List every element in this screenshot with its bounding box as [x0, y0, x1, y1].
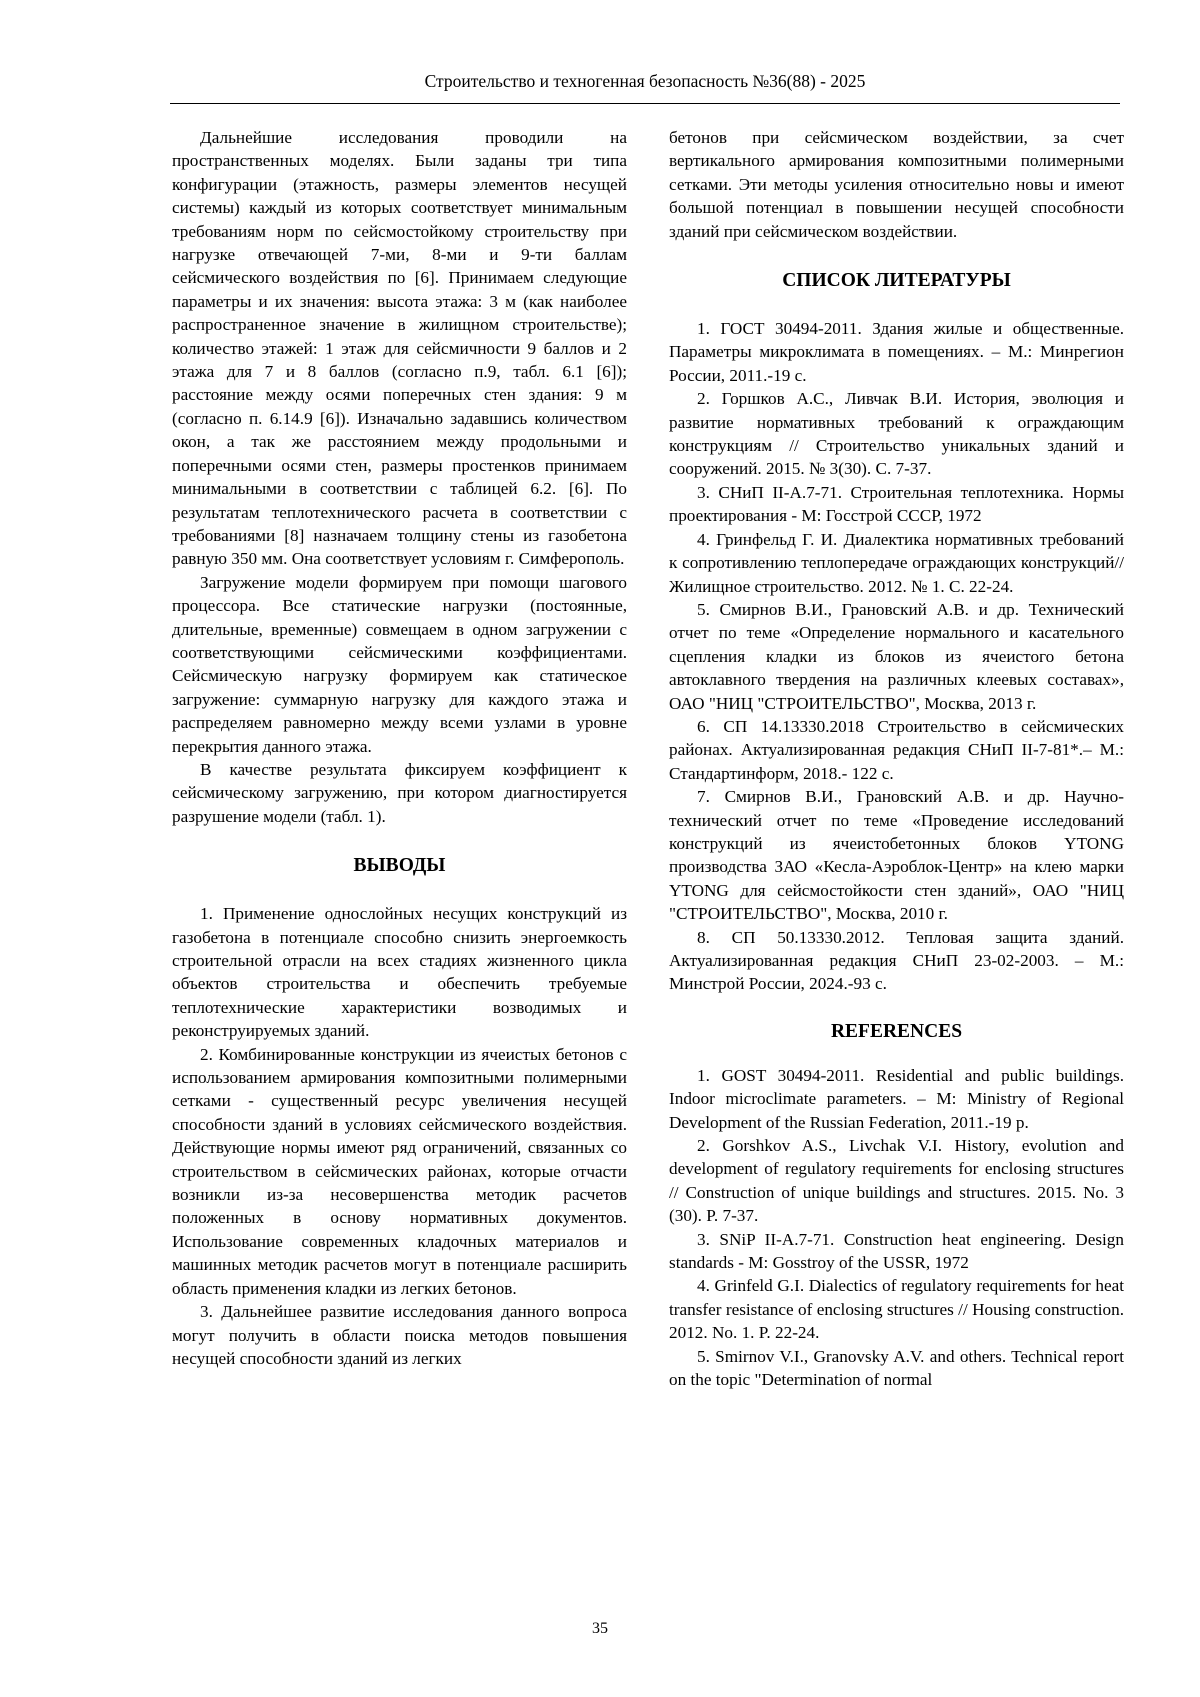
left-column: [172, 126, 627, 1370]
conclusion-item: 1. Применение однослойных несущих конструкций из газобетона в потенциале способно снизить энергоемкость строительной отрасли на всех стадиях жизненного цикла объектов строительства и обеспечить требуемые теплотехнические характеристики возводимых и реконструируемых зданий.: [172, 904, 627, 1041]
reference-item: 1. GOST 30494-2011. Residential and public buildings. Indoor microclimate parameters. – M: Ministry of Regional Development of the Russian Federation, 2011.-19 p.: [669, 1065, 1124, 1132]
bibliography-item: 5. Смирнов В.И., Грановский А.В. и др. Технический отчет по теме «Определение нормального и касательного сцепления кладки из блоков из ячеистого бетона автоклавного твердения на различных клеевых составах», ОАО "НИЦ "СТРОИТЕЛЬСТВО", Москва, 2013 г.: [669, 599, 1124, 713]
references-heading: REFERENCES: [830, 1020, 963, 1042]
bibliography-item: 2. Горшков А.С., Ливчак В.И. История, эволюция и развитие нормативных требований к ограждающим конструкциям // Строительство уникальных зданий и сооружений. 2015. № 3(30). С. 7-37.: [669, 389, 1124, 479]
right-column: [669, 126, 1124, 1392]
page-number: 35: [592, 1620, 608, 1637]
bibliography-item: 4. Гринфельд Г. И. Диалектика нормативных требований к сопротивлению теплопередаче ограждающих конструкций// Жилищное строительство. 2012. № 1. С. 22-24.: [669, 529, 1124, 596]
running-header: Строительство и техногенная безопасность №36(88) - 2025: [424, 71, 866, 91]
conclusion-item: 3. Дальнейшее развитие исследования данного вопроса могут получить в области поиска методов повышения несущей способности зданий из легких: [172, 1302, 627, 1368]
reference-item: 4. Grinfeld G.I. Dialectics of regulatory requirements for heat transfer resistance of enclosing structures // Housing construction. 2012. No. 1. P. 22-24.: [669, 1276, 1124, 1343]
body-paragraph: Дальнейшие исследования проводили на пространственных моделях. Были заданы три типа конфигурации (этажность, размеры элементов несущей системы) каждый из которых соответствует минимальным требованиям норм по сейсмостойкому строительству при нагрузке отвечающей 7-ми, 8-ми и 9-ти баллам сейсмического воздействия по [6]. Принимаем следующие параметры и их значения: высота этажа: 3 м (как наиболее распространенное значение в жилищном строительстве); количество этажей: 1 этаж для сейсмичности 9 баллов и 2 этажа для 7 и 8 баллов (согласно п.9, табл. 6.1 [6]); расстояние между осями поперечных стен здания: 9 м (согласно п. 6.14.9 [6]). Изначально задавшись количеством окон, а так же расстоянием между продольными и поперечными осями стен, размеры простенков принимаем минимальными в соответствии с таблицей 6.2. [6]. По результатам теплотехнического расчета в соответствии с требованиями [8] назначаем толщину стены из газобетона равную 350 мм. Она соответствует условиям г. Симферополь.: [172, 128, 627, 569]
header-rule: [170, 103, 1120, 104]
conclusions-heading: ВЫВОДЫ: [353, 855, 446, 877]
reference-item: 2. Gorshkov A.S., Livchak V.I. History, evolution and development of regulatory requirements for enclosing structures // Construction of unique buildings and structures. 2015. No. 3 (30). P. 7-37.: [669, 1136, 1124, 1226]
bibliography-item: 1. ГОСТ 30494-2011. Здания жилые и общественные. Параметры микроклимата в помещениях. – М.: Минрегион России, 2011.-19 с.: [669, 319, 1124, 385]
reference-item: 3. SNiP II-A.7-71. Construction heat engineering. Design standards - M: Gosstroy of the USSR, 1972: [669, 1229, 1124, 1273]
body-paragraph: В качестве результата фиксируем коэффициент к сейсмическому загружению, при котором диагностируется разрушение модели (табл. 1).: [172, 759, 627, 826]
conclusion-item: 2. Комбинированные конструкции из ячеистых бетонов с использованием армирования композитными полимерными сетками - существенный ресурс увеличения несущей способности зданий в условиях сейсмического воздействия. Действующие нормы имеют ряд ограничений, связанных со строительством в сейсмических районах, которые отчасти возникли из-за несовершенства методик расчетов положенных в основу нормативных документов. Использование современных кладочных материалов и машинных методик расчетов могут в потенциале расширить область применения кладки из легких бетонов.: [172, 1044, 627, 1298]
bibliography-item: 3. СНиП II-А.7-71. Строительная теплотехника. Нормы проектирования - М: Госстрой СССР, 1972: [669, 482, 1124, 526]
bibliography-item: 6. СП 14.13330.2018 Строительство в сейсмических районах. Актуализированная редакция СНиП II-7-81*.– М.: Стандартинформ, 2018.- 122 с.: [669, 716, 1124, 783]
reference-item: 5. Smirnov V.I., Granovsky A.V. and others. Technical report on the topic "Determination of normal: [669, 1346, 1124, 1390]
bibliography-heading: СПИСОК ЛИТЕРАТУРЫ: [782, 270, 1011, 292]
bibliography-item: 7. Смирнов В.И., Грановский А.В. и др. Научно-технический отчет по теме «Проведение исследований конструкций из ячеистобетонных блоков YTONG производства ЗАО «Кесла-Аэроблок-Центр» на клею марки YTONG для сейсмостойкости стен зданий», ОАО "НИЦ "СТРОИТЕЛЬСТВО", Москва, 2010 г.: [669, 787, 1124, 924]
bibliography-item: 8. СП 50.13330.2012. Тепловая защита зданий. Актуализированная редакция СНиП 23-02-2003. – М.: Минстрой России, 2024.-93 с.: [669, 927, 1124, 994]
body-paragraph: Загружение модели формируем при помощи шагового процессора. Все статические нагрузки (постоянные, длительные, временные) совмещаем в одном загружении с соответствующими сейсмическими коэффициентами. Сейсмическую нагрузку формируем как статическое загружение: суммарную нагрузку для каждого этажа и распределяем равномерно между всеми узлами в уровне перекрытия данного этажа.: [172, 572, 627, 756]
body-paragraph-continued: бетонов при сейсмическом воздействии, за счет вертикального армирования композитными полимерными сетками. Эти методы усиления относительно новы и имеют большой потенциал в повышении несущей способности зданий при сейсмическом воздействии.: [669, 128, 1124, 241]
